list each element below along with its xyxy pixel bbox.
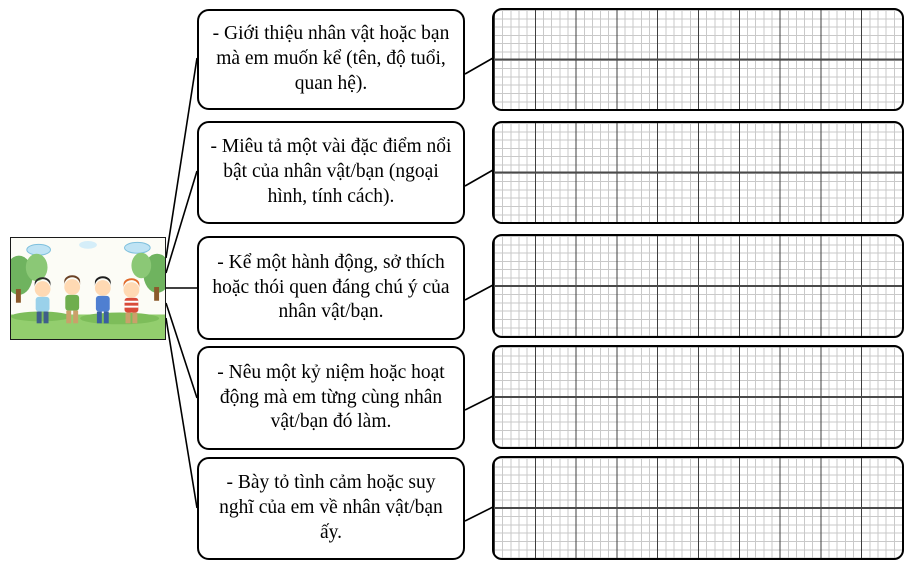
connector-line bbox=[465, 396, 493, 410]
prompt-text: - Bày tỏ tình cảm hoặc suy nghĩ của em về nhân vật/bạn ấy. bbox=[219, 472, 443, 543]
answer-grid-value bbox=[494, 458, 902, 558]
connector-line bbox=[465, 285, 493, 300]
connector-line bbox=[465, 170, 493, 186]
answer-grid-1[interactable] bbox=[492, 8, 904, 111]
prompt-box-describe bbox=[197, 121, 465, 224]
answer-grid-value bbox=[494, 236, 902, 336]
connector-line bbox=[465, 58, 493, 74]
answer-grid-value bbox=[494, 347, 902, 447]
connector-line bbox=[166, 318, 197, 508]
children-playing-illustration bbox=[10, 237, 166, 340]
connector-line bbox=[166, 58, 197, 258]
prompt-text: - Kể một hành động, sở thích hoặc thói quen đáng chú ý của nhân vật/bạn. bbox=[212, 251, 450, 323]
answer-grid-3[interactable] bbox=[492, 234, 904, 338]
answer-grid-4[interactable] bbox=[492, 345, 904, 449]
connector-line bbox=[166, 303, 197, 398]
prompt-box-memory bbox=[197, 346, 465, 450]
prompt-text: - Nêu một kỷ niệm hoặc hoạt động mà em từng cùng nhân vật/bạn đó làm. bbox=[217, 361, 445, 433]
answer-grid-value bbox=[494, 123, 902, 222]
connector-line bbox=[465, 507, 493, 521]
prompt-text: - Giới thiệu nhân vật hoặc bạn mà em muốn kể (tên, độ tuổi, quan hệ). bbox=[212, 23, 450, 94]
answer-grid-2[interactable] bbox=[492, 121, 904, 224]
connector-line bbox=[166, 171, 197, 273]
prompt-box-feelings bbox=[197, 457, 465, 560]
answer-grid-5[interactable] bbox=[492, 456, 904, 560]
prompt-box-action-habit bbox=[197, 236, 465, 340]
grass bbox=[11, 312, 165, 339]
prompt-text: - Miêu tả một vài đặc điểm nổi bật của nhân vật/bạn (ngoại hình, tính cách). bbox=[210, 136, 452, 207]
answer-grid-value bbox=[494, 10, 902, 109]
prompt-box-introduce bbox=[197, 9, 465, 110]
